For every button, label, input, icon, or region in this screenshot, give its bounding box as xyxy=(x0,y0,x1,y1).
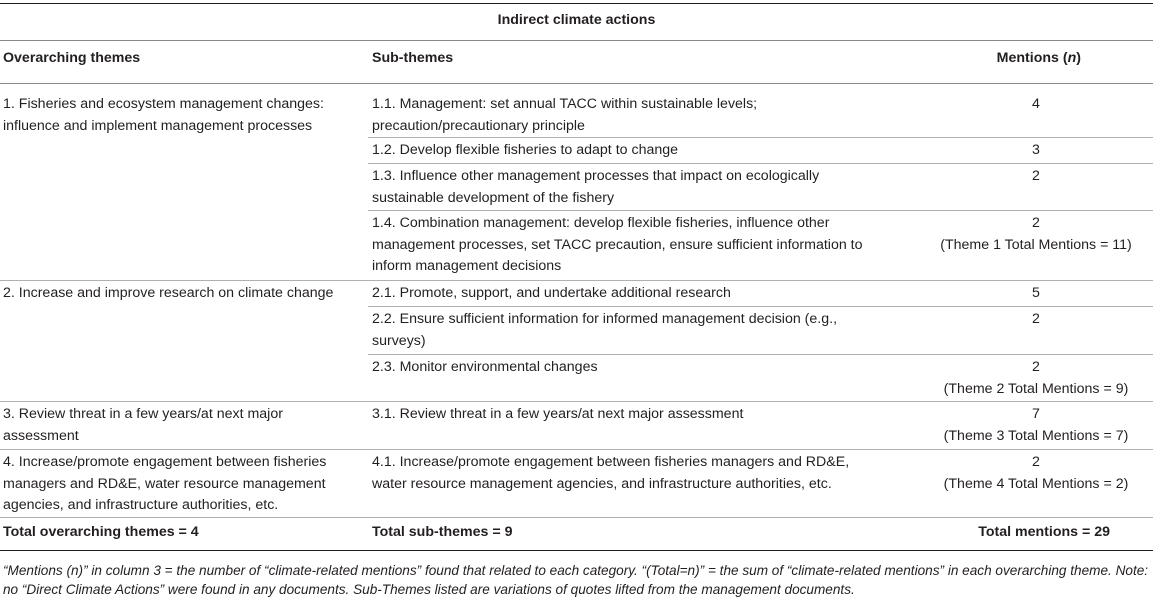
header-mentions xyxy=(900,48,1081,70)
overarching-theme xyxy=(3,94,363,137)
header-sub-themes: Sub-themes xyxy=(372,50,454,66)
mentions-count-line: (Theme 1 Total Mentions = 11) xyxy=(940,236,1132,253)
mentions-count-line: 5 xyxy=(1032,285,1040,301)
sub-theme xyxy=(372,283,932,305)
mentions-count-line: 3 xyxy=(1032,142,1040,158)
overarching-theme-line: 2. Increase and improve research on climate change xyxy=(3,285,334,301)
overarching-theme xyxy=(3,283,363,305)
sub-theme-line: 4.1. Increase/promote engagement between fisheries managers and RD&E, xyxy=(372,454,850,470)
table-title: Indirect climate actions xyxy=(497,12,656,28)
sub-theme xyxy=(372,140,932,162)
mentions-count-line: 2 xyxy=(1032,359,1040,375)
header-mentions-suffix: ) xyxy=(1076,50,1081,66)
row-divider xyxy=(368,163,1153,164)
row-divider xyxy=(368,210,1153,211)
mentions-count-line: 2 xyxy=(1032,454,1040,470)
overarching-theme-line: agencies, and infrastructure authorities, etc. xyxy=(3,497,279,513)
sub-theme-line: 2.2. Ensure sufficient information for informed management decision (e.g., xyxy=(372,311,838,327)
overarching-theme-line: managers and RD&E, water resource management xyxy=(3,475,326,492)
sub-theme-line: management processes, set TACC precaution, ensure sufficient information to xyxy=(372,236,863,253)
sub-theme xyxy=(372,452,932,495)
sub-theme-line: 1.2. Develop flexible fisheries to adapt to change xyxy=(372,142,679,158)
sub-theme-line: 1.1. Management: set annual TACC within sustainable levels; xyxy=(372,96,758,112)
mentions-count xyxy=(926,94,1146,116)
sub-theme xyxy=(372,357,932,379)
mentions-count xyxy=(926,213,1146,256)
sub-theme-line: precaution/precautionary principle xyxy=(372,117,585,134)
mentions-count xyxy=(926,309,1146,331)
total-themes: Total overarching themes = 4 xyxy=(3,524,199,540)
mentions-count xyxy=(926,283,1146,305)
sub-theme xyxy=(372,166,932,209)
header-overarching-themes: Overarching themes xyxy=(3,50,141,66)
mentions-count-line: 2 xyxy=(1032,168,1040,184)
mentions-count-line: (Theme 4 Total Mentions = 2) xyxy=(943,475,1129,492)
overarching-theme-line: 1. Fisheries and ecosystem management changes: xyxy=(3,96,324,112)
row-divider xyxy=(0,449,1153,450)
top-rule xyxy=(0,3,1153,4)
title-rule xyxy=(0,40,1153,41)
sub-theme-line: surveys) xyxy=(372,332,426,349)
sub-theme xyxy=(372,94,932,137)
row-divider xyxy=(0,280,1153,281)
header-mentions-prefix: Mentions ( xyxy=(996,50,1068,66)
row-divider xyxy=(368,137,1153,138)
mentions-count-line: 2 xyxy=(1032,311,1040,327)
mentions-count xyxy=(926,140,1146,162)
bottom-rule xyxy=(0,550,1153,551)
mentions-count-line: (Theme 2 Total Mentions = 9) xyxy=(943,380,1129,397)
table-footnote: “Mentions (n)” in column 3 = the number of “climate-related mentions” found that related to each category. “(Total=n)” = the sum of “climate-related mentions” in each overarching theme. Note: no “Direct Climate Actions” were found in any documents. Sub-Themes listed are variations of quotes lifted from the management documents. xyxy=(3,563,1149,597)
mentions-count xyxy=(926,166,1146,188)
overarching-theme xyxy=(3,452,363,517)
overarching-theme-line: assessment xyxy=(3,427,79,444)
total-subthemes: Total sub-themes = 9 xyxy=(372,524,513,540)
sub-theme-line: 1.4. Combination management: develop flexible fisheries, influence other xyxy=(372,215,830,231)
mentions-count-line: 2 xyxy=(1032,215,1040,231)
row-divider xyxy=(368,306,1153,307)
overarching-theme-line: influence and implement management processes xyxy=(3,117,313,134)
sub-theme xyxy=(372,404,932,426)
sub-theme-line: 3.1. Review threat in a few years/at next major assessment xyxy=(372,406,744,422)
sub-theme-line: 1.3. Influence other management processes that impact on ecologically xyxy=(372,168,820,184)
header-rule xyxy=(0,83,1153,84)
mentions-count xyxy=(926,404,1146,447)
overarching-theme-line: 3. Review threat in a few years/at next major xyxy=(3,406,283,422)
row-divider xyxy=(0,517,1153,518)
overarching-theme-line: 4. Increase/promote engagement between fisheries xyxy=(3,454,327,470)
mentions-count-line: 4 xyxy=(1032,96,1040,112)
sub-theme-line: sustainable development of the fishery xyxy=(372,189,615,206)
mentions-count xyxy=(926,357,1146,400)
mentions-count-line: 7 xyxy=(1032,406,1040,422)
row-divider xyxy=(0,401,1153,402)
sub-theme-line: 2.3. Monitor environmental changes xyxy=(372,359,598,375)
sub-theme xyxy=(372,213,932,278)
row-divider xyxy=(368,354,1153,355)
sub-theme xyxy=(372,309,932,352)
sub-theme-line: 2.1. Promote, support, and undertake additional research xyxy=(372,285,731,301)
mentions-count xyxy=(926,452,1146,495)
total-mentions: Total mentions = 29 xyxy=(978,524,1110,540)
sub-theme-line: water resource management agencies, and infrastructure authorities, etc. xyxy=(372,475,832,492)
mentions-count-line: (Theme 3 Total Mentions = 7) xyxy=(943,427,1129,444)
sub-theme-line: inform management decisions xyxy=(372,258,562,274)
overarching-theme xyxy=(3,404,363,447)
header-mentions-n: n xyxy=(1067,50,1077,66)
